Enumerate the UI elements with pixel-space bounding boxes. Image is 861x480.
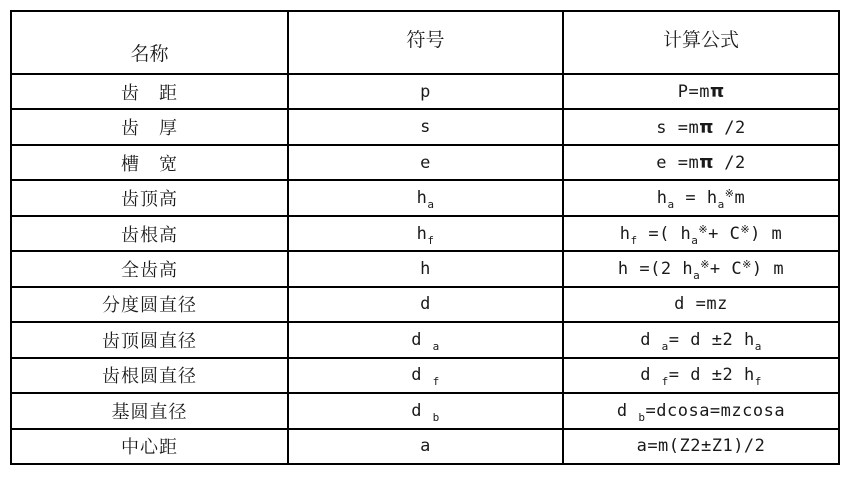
table-row	[11, 322, 839, 357]
row-symbol-cell: p	[288, 74, 563, 109]
row-formula-cell: d $_a$= d ±2 $h_a$	[563, 322, 839, 357]
row-symbol-cell: e	[288, 145, 563, 180]
row-formula-cell: $h_f$ =( $h_a^※+ C^※$) m	[563, 216, 839, 251]
row-symbol-cell: a	[288, 429, 563, 464]
table-row	[11, 180, 839, 215]
row-name-cell: 基圆直径	[11, 393, 288, 428]
row-symbol-cell: s	[288, 109, 563, 144]
table-row	[11, 393, 839, 428]
row-formula-cell: d $_b$=dcosa=mzcosa	[563, 393, 839, 428]
row-name-cell: 分度圆直径	[11, 287, 288, 322]
row-formula-cell: P=mπ	[563, 74, 839, 109]
header-symbol: 符号	[288, 11, 563, 74]
row-symbol-cell: $h_f$	[288, 216, 563, 251]
header-name: 名称	[11, 11, 288, 74]
row-name-cell: 齿根圆直径	[11, 358, 288, 393]
row-symbol-cell: h	[288, 251, 563, 286]
row-symbol-cell: d $_a$	[288, 322, 563, 357]
row-name-cell: 全齿高	[11, 251, 288, 286]
row-name-cell: 中心距	[11, 429, 288, 464]
row-formula-cell: $h_a = h_a^※m$	[563, 180, 839, 215]
header-formula: 计算公式	[563, 11, 839, 74]
table-row	[11, 109, 839, 144]
table-row	[11, 216, 839, 251]
table-row	[11, 251, 839, 286]
row-formula-cell: d $_f$= d ±2 $h_f$	[563, 358, 839, 393]
row-name-cell: 齿 距	[11, 74, 288, 109]
row-symbol-cell: $h_a$	[288, 180, 563, 215]
header-row	[11, 11, 839, 74]
table-row	[11, 74, 839, 109]
row-formula-cell: s =mπ /2	[563, 109, 839, 144]
row-formula-cell: d =mz	[563, 287, 839, 322]
row-formula-cell: e =mπ /2	[563, 145, 839, 180]
row-name-cell: 齿 厚	[11, 109, 288, 144]
table-row	[11, 145, 839, 180]
gear-formula-table	[10, 10, 840, 465]
row-name-cell: 槽 宽	[11, 145, 288, 180]
table-row	[11, 358, 839, 393]
row-symbol-cell: d	[288, 287, 563, 322]
row-name-cell: 齿顶圆直径	[11, 322, 288, 357]
row-name-cell: 齿根高	[11, 216, 288, 251]
table-row	[11, 287, 839, 322]
row-formula-cell: a=m(Z2±Z1)/2	[563, 429, 839, 464]
row-formula-cell: h =(2 $h_a^※+ C^※$) m	[563, 251, 839, 286]
row-symbol-cell: d $_b$	[288, 393, 563, 428]
row-symbol-cell: d $_f$	[288, 358, 563, 393]
table-row	[11, 429, 839, 464]
row-name-cell: 齿顶高	[11, 180, 288, 215]
